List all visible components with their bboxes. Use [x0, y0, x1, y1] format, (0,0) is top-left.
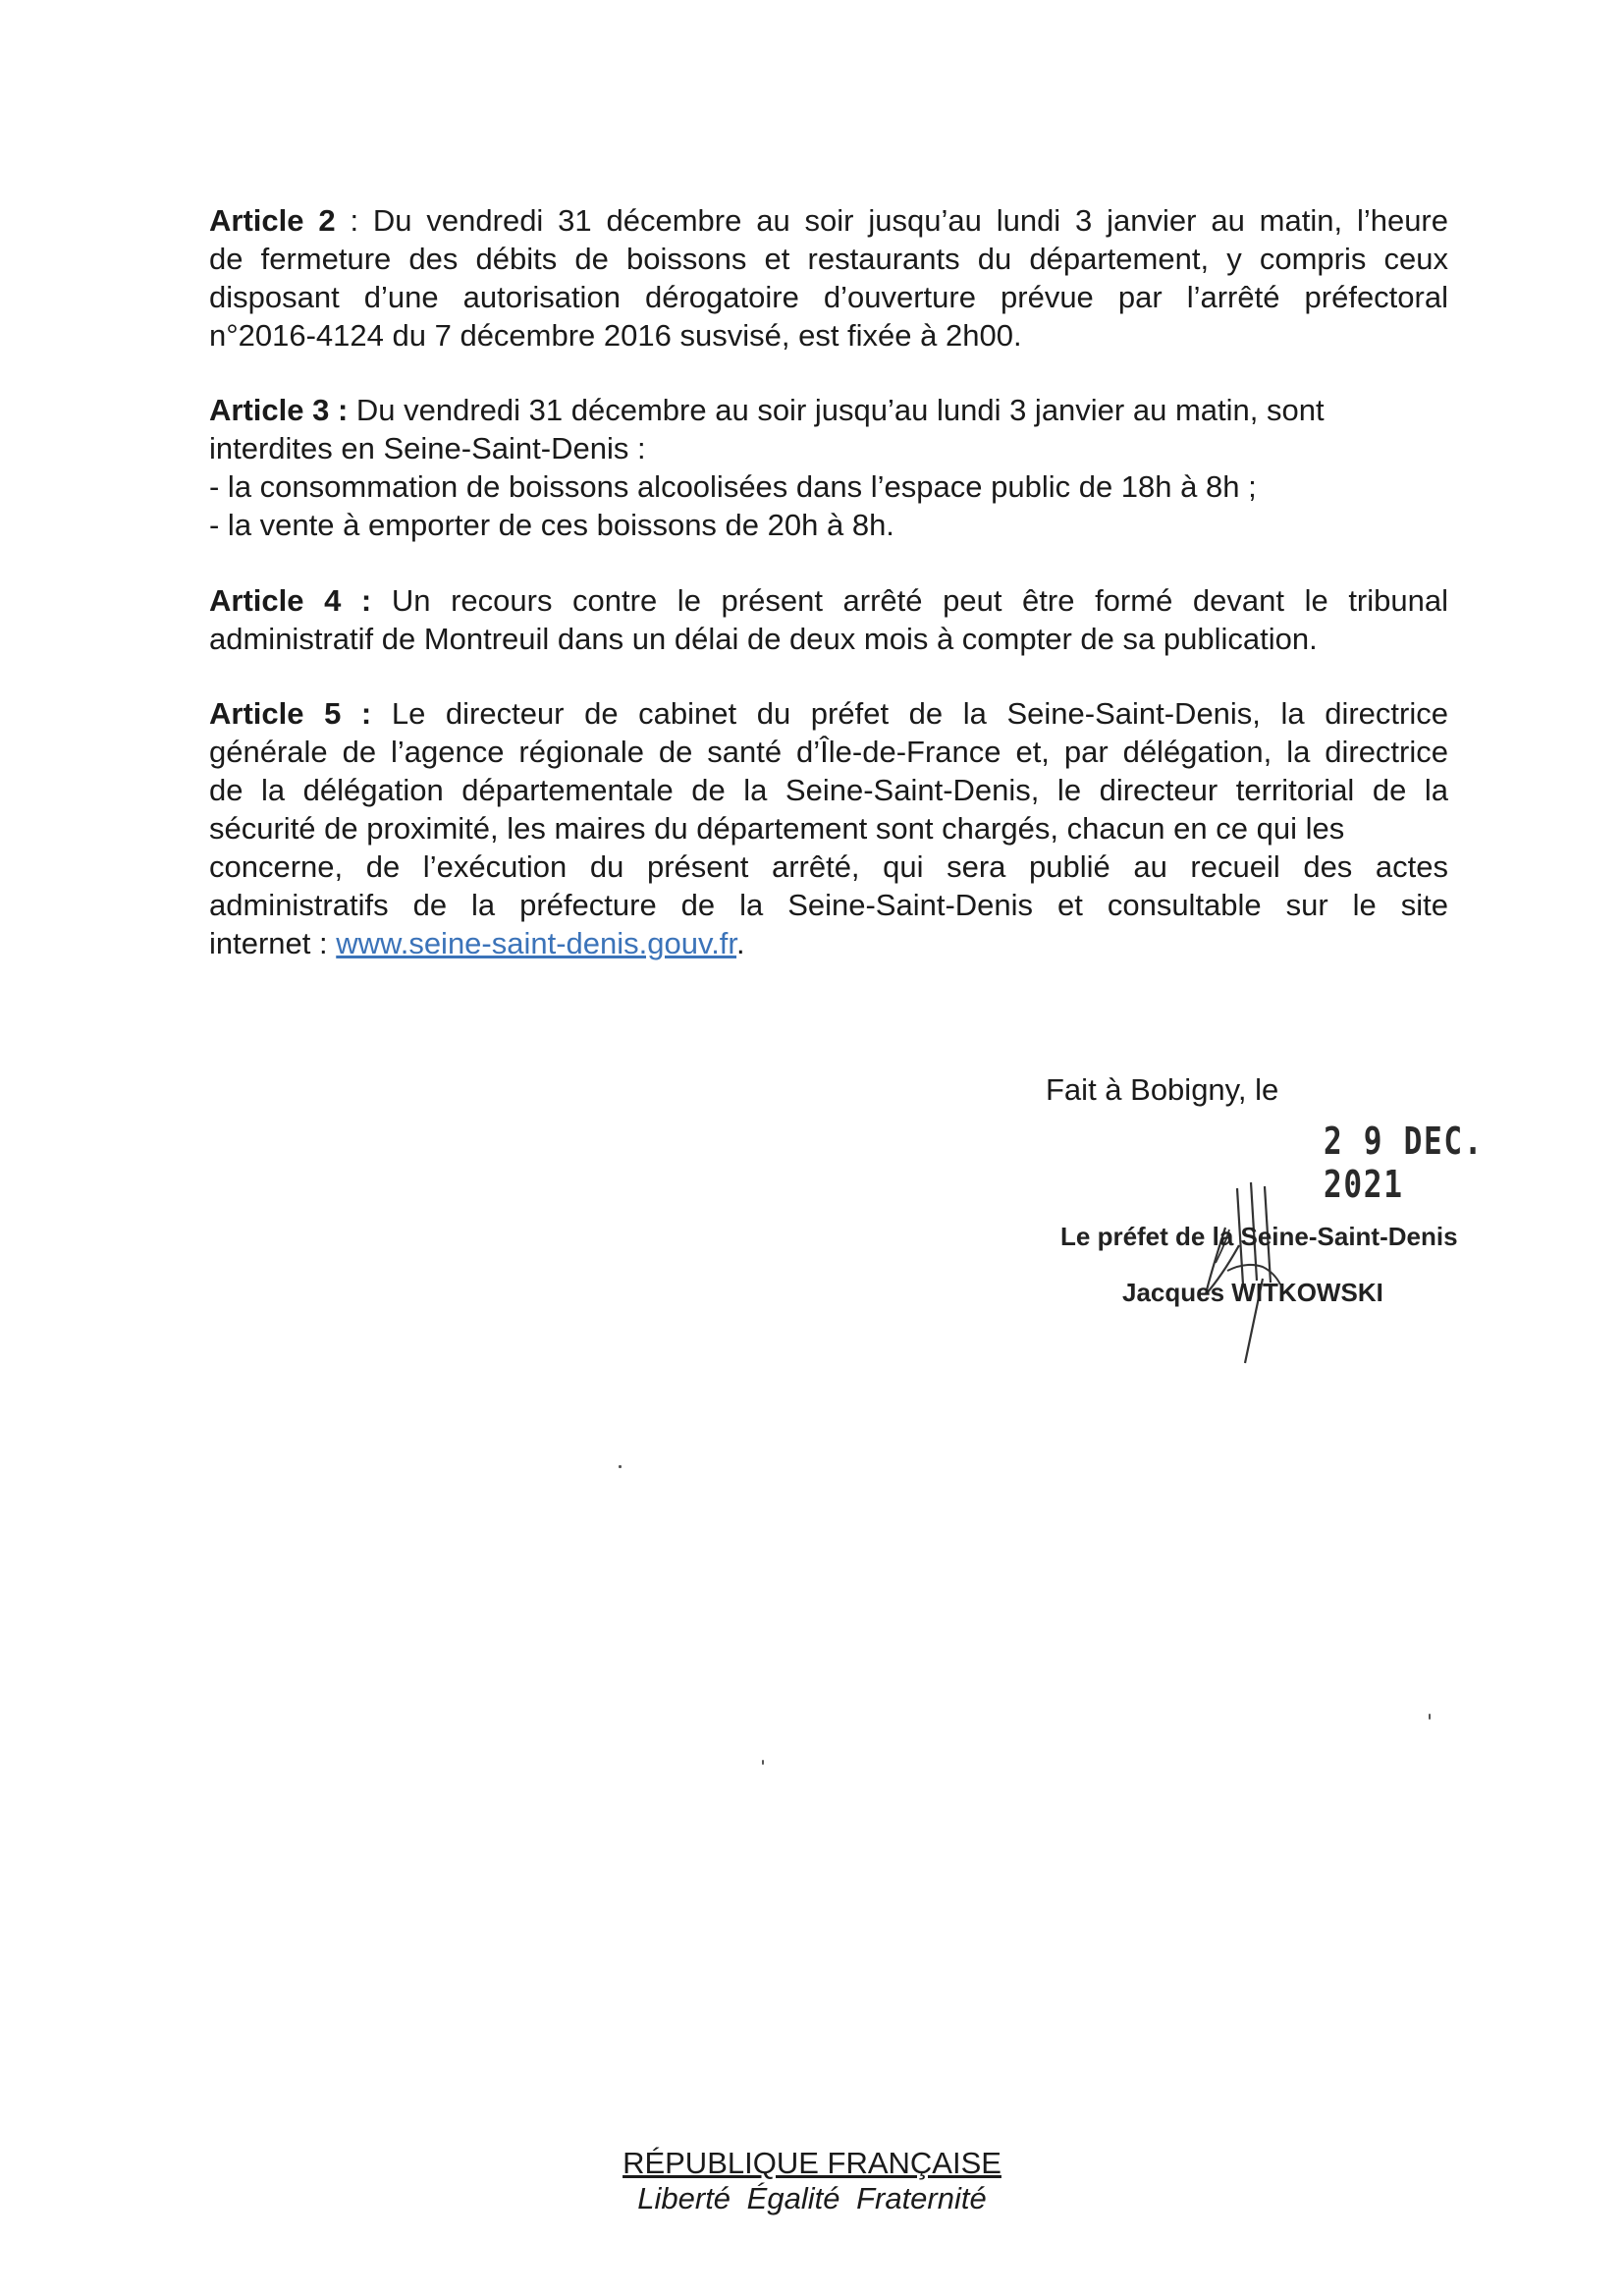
article-5-line-7-prefix: internet : [209, 926, 337, 960]
article-5-line-4: sécurité de proximité, les maires du département sont chargés, chacun en ce qui les [209, 811, 1345, 846]
article-2-text [209, 201, 1448, 355]
article-4-text [209, 581, 1448, 658]
article-3-text [209, 391, 1448, 544]
article-3-line-1: Du vendredi 31 décembre au soir jusqu’au lundi 3 janvier au matin, sont [348, 393, 1325, 427]
footer [0, 2146, 1624, 2216]
article-2-line-1: : Du vendredi 31 décembre au soir jusqu’au lundi 3 janvier au matin, l’heure [335, 203, 1448, 238]
article-5-line-3: de la délégation départementale de la Seine-Saint-Denis, le directeur territorial de la [209, 773, 1448, 807]
article-2-line-2: de fermeture des débits de boissons et restaurants du département, y compris ceux [209, 242, 1448, 276]
date-stamp: 2 9 DEC. 2021 [1324, 1120, 1485, 1206]
article-4 [209, 581, 1448, 658]
scan-speck [619, 1465, 622, 1468]
article-5-line-5: concerne, de l’exécution du présent arrêté, qui sera publié au recueil des actes [209, 849, 1448, 884]
scan-speck [1429, 1714, 1431, 1720]
article-5-line-2: générale de l’agence régionale de santé d’Île-de-France et, par délégation, la directrice [209, 735, 1448, 769]
article-4-label: Article 4 : [209, 583, 372, 618]
article-5-line-7-suffix: . [736, 926, 745, 960]
article-5-line-6: administratifs de la préfecture de la Seine-Saint-Denis et consultable sur le site [209, 888, 1448, 922]
signatory-role: Le préfet de la Seine-Saint-Denis [1060, 1222, 1458, 1251]
article-4-line-2: administratif de Montreuil dans un délai de deux mois à compter de sa publication. [209, 622, 1318, 656]
signature-place: Fait à Bobigny, le [1046, 1072, 1279, 1107]
article-3-line-4: - la vente à emporter de ces boissons de 20h à 8h. [209, 508, 894, 542]
article-3-label: Article 3 : [209, 393, 349, 427]
article-5-text [209, 694, 1448, 962]
republic-motto: Liberté Égalité Fraternité [637, 2181, 987, 2215]
article-2-line-3: disposant d’une autorisation dérogatoire d’ouverture prévue par l’arrêté préfectoral [209, 280, 1448, 314]
republic-heading: RÉPUBLIQUE FRANÇAISE [623, 2146, 1001, 2180]
article-5-label: Article 5 : [209, 696, 372, 731]
prefecture-website-link[interactable]: www.seine-saint-denis.gouv.fr [336, 926, 737, 960]
article-2 [209, 201, 1448, 355]
article-4-line-1: Un recours contre le présent arrêté peut être formé devant le tribunal [371, 583, 1448, 618]
article-5 [209, 694, 1448, 962]
handwritten-signature [1168, 1169, 1326, 1365]
article-5-line-1: Le directeur de cabinet du préfet de la Seine-Saint-Denis, la directrice [371, 696, 1448, 731]
article-3-line-2: interdites en Seine-Saint-Denis : [209, 431, 646, 465]
signatory-name: Jacques WITKOWSKI [1122, 1278, 1383, 1307]
article-2-label: Article 2 [209, 203, 336, 238]
article-3 [209, 391, 1448, 544]
article-3-line-3: - la consommation de boissons alcoolisées dans l’espace public de 18h à 8h ; [209, 469, 1257, 504]
article-2-line-4: n°2016-4124 du 7 décembre 2016 susvisé, est fixée à 2h00. [209, 318, 1022, 353]
scan-speck [762, 1760, 764, 1765]
